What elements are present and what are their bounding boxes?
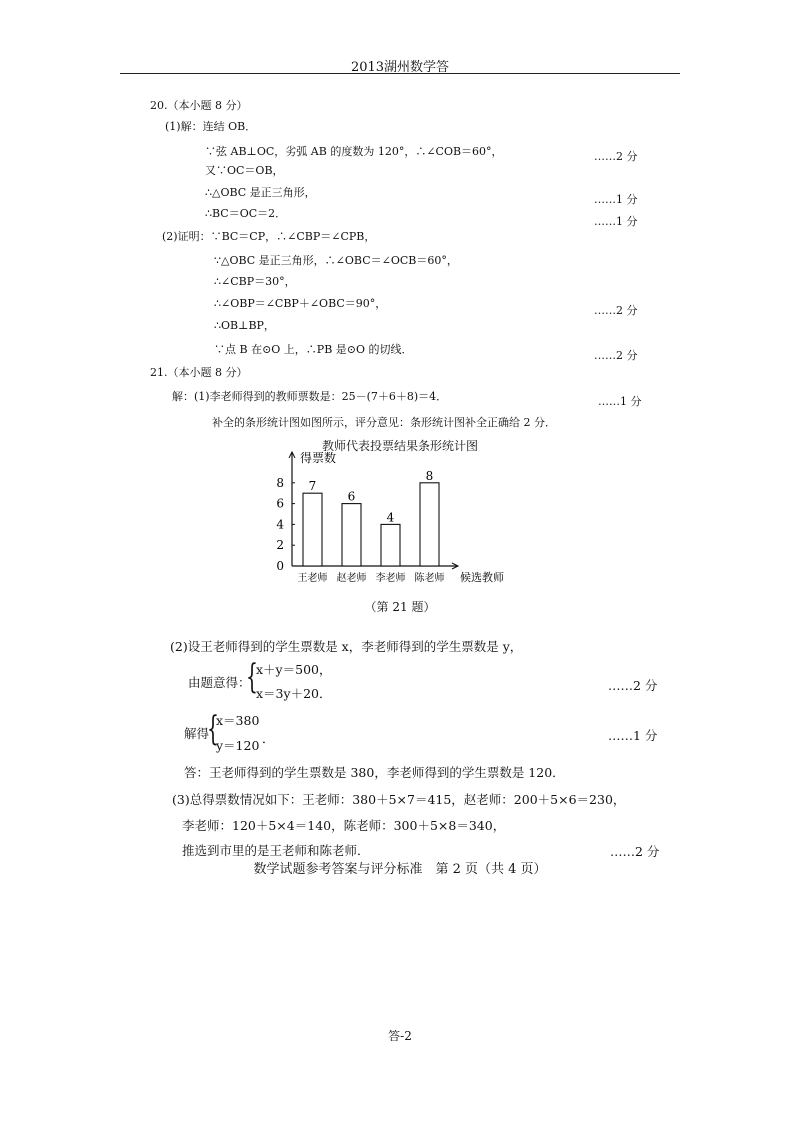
bar-value-label: 6 <box>347 489 356 504</box>
q20-part2-line2: ∴∠CBP＝30°， <box>214 275 296 288</box>
q21-part2-sol1: x＝380 <box>216 713 260 728</box>
y-tick-label: 6 <box>276 496 284 511</box>
q21-part1-line1: 解：(1)李老师得到的教师票数是：25－(7＋6＋8)＝4． <box>172 390 448 403</box>
q21-heading: 21.（本小题 8 分） <box>150 366 248 379</box>
bar-3 <box>381 524 400 566</box>
equation-brace: { <box>246 657 258 697</box>
q20-part2-line4: ∴OB⊥BP， <box>214 319 275 332</box>
bar-value-label: 7 <box>308 479 317 494</box>
solution-brace: { <box>207 709 219 749</box>
y-tick-label: 2 <box>276 538 284 553</box>
page-header-title: 2013湖州数学答 <box>350 60 450 75</box>
q20-part1-score2: ……1 分 <box>594 193 638 206</box>
q20-part2-intro: (2)证明：∵BC＝CP，∴∠CBP＝∠CPB， <box>162 230 376 243</box>
category-label: 陈老师 <box>414 573 445 584</box>
q20-part2-score1: ……2 分 <box>594 304 638 317</box>
q20-part2-line5: ∵点 B 在⊙O 上，∴PB 是⊙O 的切线． <box>214 343 413 356</box>
q20-part2-line3: ∴∠OBP＝∠CBP＋∠OBC＝90°， <box>214 297 387 310</box>
q21-part1-line2: 补全的条形统计图如图所示，评分意见：条形统计图补全正确给 2 分． <box>212 416 556 429</box>
q20-part1-score3: ……1 分 <box>594 215 638 228</box>
chart-title: 教师代表投票结果条形统计图 <box>321 439 478 453</box>
bar-value-label: 4 <box>386 510 395 525</box>
q21-part2-system-label: 由题意得： <box>188 675 251 690</box>
q21-part1-score1: ……1 分 <box>598 395 642 408</box>
q21-part3-line2: 李老师：120＋5×4＝140，陈老师：300＋5×8＝340， <box>182 818 506 833</box>
y-tick-label: 0 <box>276 559 284 573</box>
q20-part1-line2: 又∵OC＝OB， <box>205 164 284 177</box>
q21-part2-answer: 答：王老师得到的学生票数是 380，李老师得到的学生票数是 120． <box>184 765 565 780</box>
q20-part1-intro: (1)解：连结 OB． <box>165 120 257 133</box>
chart-bars <box>303 483 439 566</box>
bar-value-label: 8 <box>425 468 434 483</box>
q21-part2-line1: (2)设王老师得到的学生票数是 x，李老师得到的学生票数是 y， <box>170 639 523 654</box>
q20-part2-score2: ……2 分 <box>594 349 638 362</box>
footer-text: 数学试题参考答案与评分标准 第 2 页（共 4 页） <box>253 862 547 877</box>
q20-part1-line4: ∴BC＝OC＝2． <box>205 207 287 220</box>
bar-1 <box>303 493 322 566</box>
q20-part1-line3: ∴△OBC 是正三角形， <box>205 186 316 199</box>
q21-part2-solve-label: 解得 <box>184 726 210 741</box>
header-rule <box>120 73 680 74</box>
y-tick-label: 4 <box>276 517 284 532</box>
q20-part1-score1: ……2 分 <box>594 150 638 163</box>
category-label: 王老师 <box>297 573 328 584</box>
bar-chart <box>270 448 520 593</box>
y-axis-label: 得票数 <box>300 451 337 465</box>
q20-heading: 20.（本小题 8 分） <box>150 99 248 112</box>
q21-part2-eq1: x＋y＝500， <box>256 662 332 677</box>
q20-part1-line1: ∵弦 AB⊥OC，劣弧 AB 的度数为 120°，∴∠COB＝60°， <box>205 145 503 158</box>
q21-part2-sol-end: ． <box>262 731 275 746</box>
x-axis-label: 候选教师 <box>460 571 504 584</box>
q21-part2-score2: ……1 分 <box>608 728 658 743</box>
q21-part3-line3: 推选到市里的是王老师和陈老师． <box>182 843 370 858</box>
chart-caption: （第 21 题） <box>364 600 436 614</box>
q21-part3-score1: ……2 分 <box>610 844 660 859</box>
category-label: 李老师 <box>375 573 406 584</box>
q21-part2-eq2: x＝3y＋20． <box>256 686 332 701</box>
q21-part3-line1: (3)总得票数情况如下：王老师：380＋5×7＝415，赵老师：200＋5×6＝230， <box>172 792 626 807</box>
bar-4 <box>420 483 439 566</box>
category-label: 赵老师 <box>336 573 367 584</box>
q21-part2-sol2: y＝120 <box>216 738 260 753</box>
page-label: 答-2 <box>388 1029 412 1043</box>
q21-part2-score1: ……2 分 <box>608 678 658 693</box>
y-tick-label: 8 <box>276 475 284 490</box>
bar-2 <box>342 504 361 566</box>
q20-part2-line1: ∵△OBC 是正三角形，∴∠OBC＝∠OCB＝60°， <box>214 254 458 267</box>
